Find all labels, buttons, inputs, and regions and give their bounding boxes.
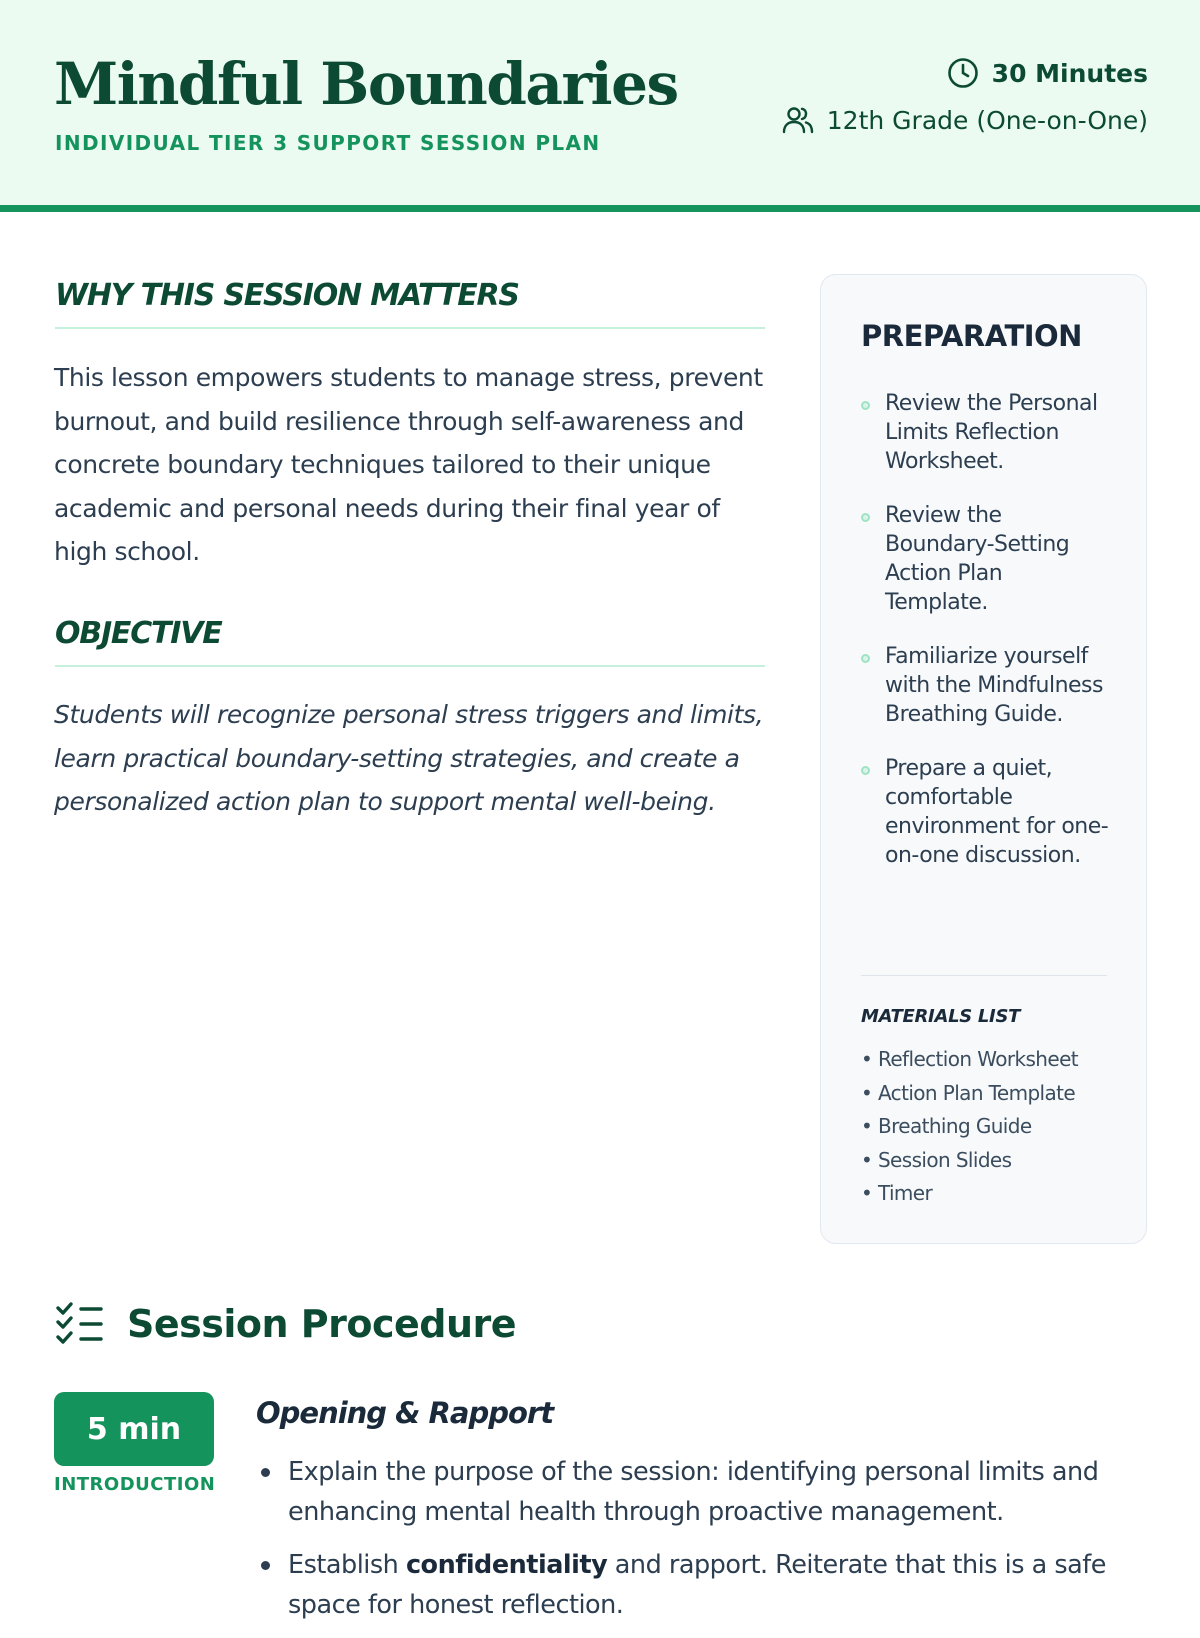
procedure-heading [55,1300,516,1348]
preparation-title: PREPARATION [861,319,1082,353]
duration-badge: 5 min [54,1392,214,1466]
preparation-card [820,274,1147,1244]
preparation-item [861,501,1111,617]
preparation-item-text: Review the Personal Limits Reflection Worksheet. [885,391,1098,474]
preparation-list [861,389,1111,870]
bullet-icon [861,401,870,410]
page-subtitle: INDIVIDUAL TIER 3 SUPPORT SESSION PLAN [55,131,601,155]
page-title: Mindful Boundaries [54,50,678,118]
materials-list [861,1043,1078,1211]
audience-meta [781,103,1148,137]
bullet-icon [861,513,870,522]
checklist-icon [55,1300,105,1348]
preparation-item [861,642,1111,729]
step-title: Opening & Rapport [256,1396,554,1430]
audience-text: 12th Grade (One-on-One) [826,105,1148,135]
preparation-item-text: Familiarize yourself with the Mindfulness Breathing Guide. [885,644,1103,727]
bullet-icon [861,766,870,775]
header [0,0,1200,212]
users-icon [781,103,815,137]
bullet-icon [261,1468,270,1477]
why-heading: WHY THIS SESSION MATTERS [55,278,765,329]
step-text: and rapport. Reiterate that this is a safe space for honest reflection. [288,1550,1106,1620]
materials-item: • Action Plan Template [861,1080,1076,1105]
materials-item: • Reflection Worksheet [861,1047,1079,1071]
step-text: Establish [288,1550,406,1580]
materials-title: MATERIALS LIST [861,1006,1021,1027]
bullet-icon [261,1561,270,1570]
emphasis-text: confidentiality [405,1550,608,1580]
preparation-item-text: Review the Boundary-Setting Action Plan Template. [885,503,1070,615]
objective-heading: OBJECTIVE [55,616,765,667]
phase-label: INTRODUCTION [54,1474,216,1495]
procedure-title: Session Procedure [127,1302,517,1346]
duration-text: 30 Minutes [991,58,1148,88]
preparation-item [861,389,1111,476]
divider [861,975,1107,976]
preparation-item [861,754,1111,870]
bullet-icon [861,654,870,663]
preparation-item-text: Prepare a quiet, comfortable environment for one-on-one discussion. [885,756,1109,868]
clock-icon [946,56,980,90]
duration-meta [946,56,1148,90]
step-list [256,1452,1126,1638]
step-item [256,1452,1126,1532]
why-text: This lesson empowers students to manage stress, prevent burnout, and build resilience through self-awareness and concrete boundary techniques tailored to their unique academic and personal needs during their final year of high school. [54,363,763,566]
materials-item: • Timer [861,1181,933,1205]
materials-item: • Breathing Guide [861,1114,1032,1138]
objective-text: Students will recognize personal stress triggers and limits, learn practical boundary-setting strategies, and create a personalized action plan to support mental well-being. [54,700,764,816]
step-item [256,1545,1126,1625]
step-text: Explain the purpose of the session: identifying personal limits and enhancing mental health through proactive management. [288,1457,1099,1527]
materials-item: • Session Slides [861,1147,1012,1172]
